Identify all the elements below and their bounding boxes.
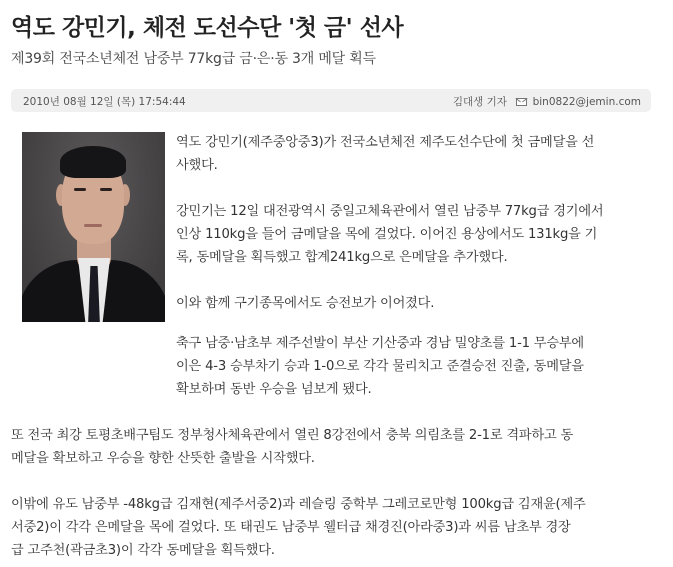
article-paragraph (176, 292, 656, 315)
article-paragraph (11, 493, 661, 562)
paragraph-line: 확보하며 동반 우승을 넘보게 됐다. (176, 382, 372, 397)
reporter-email[interactable]: bin0822@jemin.com (532, 96, 641, 108)
paragraph-line: 축구 남중·남초부 제주선발이 부산 기산중과 경남 밀양초를 1-1 무승부에 (176, 336, 584, 351)
paragraph-line: 서중2)이 각각 은메달을 목에 걸었다. 또 태권도 남중부 웰터급 채경진(아라중3)과 씨름 남초부 경장 (11, 520, 571, 535)
paragraph-line: 이밖에 유도 남중부 -48kg급 김재현(제주서중2)과 레슬링 중학부 그레코로만형 100kg급 김재윤(제주 (11, 497, 586, 512)
paragraph-line: 역도 강민기(제주중앙중3)가 전국소년체전 제주도선수단에 첫 금메달을 선 (176, 135, 595, 150)
article-headline: 역도 강민기, 체전 도선수단 '첫 금' 선사 (11, 15, 404, 41)
article-paragraph (176, 200, 656, 269)
article-byline (453, 94, 641, 109)
article-paragraph (176, 332, 656, 401)
article-paragraph (176, 131, 656, 177)
paragraph-line: 급 고주천(곽금초3)이 각각 동메달을 획득했다. (11, 543, 275, 558)
reporter-name: 김대생 기자 (452, 96, 507, 108)
paragraph-line: 또 전국 최강 토평초배구팀도 정부청사체육관에서 열린 8강전에서 충북 의림초를 2-1로 격파하고 동 (11, 428, 574, 443)
paragraph-line: 이와 함께 구기종목에서도 승전보가 이어졌다. (176, 296, 435, 311)
article-meta-bar (11, 89, 651, 112)
athlete-photo (22, 132, 165, 322)
article-paragraph (11, 424, 661, 470)
mail-icon[interactable] (516, 98, 527, 106)
article-subhead: 제39회 전국소년체전 남중부 77kg급 금·은·동 3개 메달 획득 (11, 51, 376, 67)
paragraph-line: 이은 4-3 승부차기 승과 1-0으로 각각 물리치고 준결승전 진출, 동메달을 (176, 359, 584, 374)
paragraph-line: 메달을 확보하고 우승을 향한 산뜻한 출발을 시작했다. (11, 451, 315, 466)
paragraph-line: 록, 동메달을 획득했고 합계241kg으로 은메달을 추가했다. (176, 250, 508, 265)
article-date: 2010년 08월 12일 (목) 17:54:44 (23, 96, 186, 108)
paragraph-line: 인상 110kg을 들어 금메달을 목에 걸었다. 이어진 용상에서도 131kg을 기 (176, 227, 598, 242)
paragraph-line: 강민기는 12일 대전광역시 중일고체육관에서 열린 남중부 77kg급 경기에서 (176, 204, 604, 219)
paragraph-line: 사했다. (176, 158, 218, 173)
